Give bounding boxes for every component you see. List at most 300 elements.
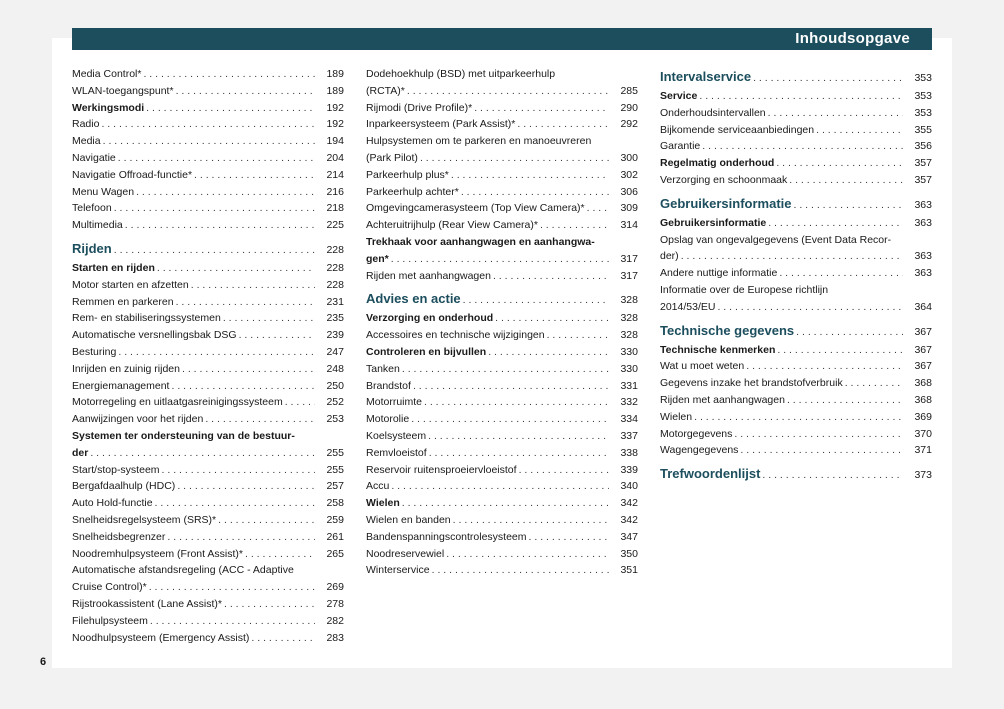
toc-entry[interactable]: [366, 394, 638, 411]
toc-entry-title: Parkeerhulp achter*: [366, 185, 459, 198]
toc-page-number: 218: [326, 202, 344, 215]
toc-dot-leader: [768, 105, 903, 122]
toc-entry-title: Accessoires en technische wijzigingen: [366, 329, 545, 342]
toc-column-1: [72, 66, 344, 646]
toc-entry-title: Brandstof: [366, 379, 411, 392]
toc-page-number: 363: [914, 250, 932, 263]
toc-entry[interactable]: [366, 133, 638, 150]
toc-entry-title: Besturing: [72, 345, 117, 358]
toc-entry-title: Rijmodi (Drive Profile)*: [366, 101, 473, 114]
toc-dot-leader: [391, 478, 609, 495]
toc-entry[interactable]: [72, 200, 344, 217]
toc-page-number: 340: [620, 480, 638, 493]
toc-page-number: 231: [326, 295, 344, 308]
toc-entry[interactable]: [660, 426, 932, 443]
toc-section-heading[interactable]: [660, 193, 932, 215]
toc-page-number: 332: [620, 396, 638, 409]
toc-entry[interactable]: [72, 217, 344, 234]
toc-entry-title: Menu Wagen: [72, 185, 135, 198]
toc-page-number: 258: [326, 497, 344, 510]
toc-page-number: 255: [326, 446, 344, 459]
toc-entry-title: Noodreservewiel: [366, 547, 445, 560]
toc-dot-leader: [143, 66, 315, 83]
toc-entry-title: Motor starten en afzetten: [72, 278, 189, 291]
toc-dot-leader: [816, 122, 903, 139]
toc-entry-title: Informatie over de Europese richtlijn: [660, 283, 829, 296]
toc-column-3: [660, 66, 932, 485]
toc-entry[interactable]: [366, 66, 638, 83]
toc-entry-title: Radio: [72, 118, 100, 131]
toc-entry-title: Remmen en parkeren: [72, 295, 174, 308]
toc-entry[interactable]: [72, 562, 344, 579]
toc-chapter-entry[interactable]: [72, 445, 344, 462]
toc-entry-title: Intervalservice: [660, 69, 752, 84]
toc-entry[interactable]: [366, 512, 638, 529]
toc-dot-leader: [740, 442, 903, 459]
toc-dot-leader: [734, 426, 903, 443]
toc-entry-title: Motorgegevens: [660, 427, 733, 440]
toc-entry-title: Achteruitrijhulp (Rear View Camera)*: [366, 219, 538, 232]
toc-entry[interactable]: [366, 361, 638, 378]
toc-dot-leader: [177, 478, 315, 495]
toc-entry[interactable]: [72, 344, 344, 361]
toc-entry-title: Rijden met aanhangwagen: [660, 393, 785, 406]
toc-page-number: 367: [914, 343, 932, 356]
toc-entry-title: Wielen en banden: [366, 513, 451, 526]
toc-entry-title: Bergafdaalhulp (HDC): [72, 480, 176, 493]
toc-entry-title: Reservoir ruitensproeiervloeistof: [366, 463, 517, 476]
toc-entry-title: Wielen: [660, 410, 693, 423]
toc-entry[interactable]: [72, 411, 344, 428]
toc-dot-leader: [136, 184, 315, 201]
toc-page-number: 338: [620, 446, 638, 459]
toc-entry-title: Filehulpsysteem: [72, 614, 148, 627]
toc-dot-leader: [768, 215, 903, 232]
toc-entry-title: Werkingsmodi: [72, 101, 145, 114]
toc-entry[interactable]: [72, 133, 344, 150]
toc-entry[interactable]: [72, 394, 344, 411]
toc-dot-leader: [529, 529, 609, 546]
toc-entry[interactable]: [366, 116, 638, 133]
toc-entry-title: Auto Hold-functie: [72, 497, 153, 510]
toc-dot-leader: [167, 529, 315, 546]
toc-entry[interactable]: [660, 265, 932, 282]
toc-page-number: 371: [914, 444, 932, 457]
toc-page-number: 253: [326, 413, 344, 426]
toc-page-number: 192: [326, 101, 344, 114]
toc-page-number: 247: [326, 345, 344, 358]
toc-entry-title: Technische kenmerken: [660, 343, 776, 356]
toc-dot-leader: [787, 392, 903, 409]
toc-dot-leader: [474, 100, 609, 117]
toc-dot-leader: [428, 428, 609, 445]
toc-page-number: 192: [326, 118, 344, 131]
toc-page-number: 189: [326, 84, 344, 97]
toc-page-number: 314: [620, 219, 638, 232]
toc-entry[interactable]: [72, 83, 344, 100]
toc-entry[interactable]: [72, 310, 344, 327]
toc-entry-title: Verzorging en onderhoud: [366, 312, 494, 325]
toc-entry[interactable]: [72, 277, 344, 294]
toc-page-number: 363: [914, 267, 932, 280]
toc-entry-title: Gegevens inzake het brandstofverbruik: [660, 377, 843, 390]
toc-page-number: 339: [620, 463, 638, 476]
toc-dot-leader: [411, 411, 609, 428]
toc-page-number: 216: [326, 185, 344, 198]
toc-page-number: 370: [914, 427, 932, 440]
toc-entry-title: Inparkeersysteem (Park Assist)*: [366, 118, 516, 131]
toc-entry[interactable]: [660, 172, 932, 189]
toc-dot-leader: [587, 200, 609, 217]
toc-entry[interactable]: [660, 248, 932, 265]
toc-section-heading[interactable]: [72, 238, 344, 260]
toc-chapter-entry[interactable]: [366, 495, 638, 512]
toc-page-number: 373: [914, 469, 932, 482]
toc-chapter-entry[interactable]: [366, 234, 638, 251]
toc-section-heading[interactable]: [366, 288, 638, 310]
toc-entry[interactable]: [366, 184, 638, 201]
toc-entry-title: Rem- en stabiliseringssystemen: [72, 312, 221, 325]
toc-entry-title: Winterservice: [366, 564, 430, 577]
toc-entry-title: Wat u moet weten: [660, 360, 745, 373]
toc-chapter-entry[interactable]: [366, 344, 638, 361]
toc-dot-leader: [519, 462, 609, 479]
toc-entry-title: Onderhoudsintervallen: [660, 106, 766, 119]
toc-chapter-entry[interactable]: [72, 428, 344, 445]
toc-dot-leader: [547, 327, 609, 344]
toc-page-number: 257: [326, 480, 344, 493]
toc-page-number: 300: [620, 151, 638, 164]
toc-entry-title: Starten en rijden: [72, 261, 155, 274]
toc-chapter-entry[interactable]: [366, 310, 638, 327]
toc-entry-title: Parkeerhulp plus*: [366, 168, 449, 181]
toc-entry[interactable]: [366, 378, 638, 395]
toc-page-number: 317: [620, 252, 638, 265]
toc-page-number: 353: [914, 72, 932, 84]
toc-page-number: 292: [620, 118, 638, 131]
toc-dot-leader: [125, 217, 315, 234]
toc-dot-leader: [251, 630, 315, 647]
toc-dot-leader: [779, 265, 903, 282]
toc-page-number: 355: [914, 123, 932, 136]
toc-dot-leader: [194, 167, 315, 184]
toc-dot-leader: [451, 167, 609, 184]
toc-page-number: 189: [326, 68, 344, 80]
toc-page-number: 265: [326, 547, 344, 560]
toc-page-number: 255: [326, 463, 344, 476]
toc-entry-title: Wielen: [366, 497, 400, 510]
toc-page-number: 317: [620, 269, 638, 282]
toc-dot-leader: [285, 394, 315, 411]
toc-dot-leader: [776, 155, 903, 172]
toc-page-number: 283: [326, 631, 344, 644]
toc-entry-title: Trefwoordenlijst: [660, 466, 761, 482]
toc-dot-leader: [149, 579, 315, 596]
toc-dot-leader: [218, 512, 315, 529]
toc-entry[interactable]: [366, 529, 638, 546]
toc-dot-leader: [694, 409, 903, 426]
toc-dot-leader: [402, 495, 609, 512]
toc-dot-leader: [182, 361, 315, 378]
toc-entry[interactable]: [660, 282, 932, 299]
toc-entry-title: Noodremhulpsysteem (Front Assist)*: [72, 547, 243, 560]
toc-section-heading[interactable]: [660, 463, 932, 485]
toc-page-number: 248: [326, 362, 344, 375]
toc-page-number: 328: [620, 294, 638, 307]
toc-entry-title: Tanken: [366, 362, 400, 375]
toc-entry-title: Motorolie: [366, 413, 410, 426]
toc-section-heading[interactable]: [660, 66, 932, 88]
toc-entry-title: Opslag van ongevalgegevens (Event Data Recor-: [660, 233, 892, 246]
toc-entry-title: Navigatie: [72, 151, 116, 164]
toc-page-number: 309: [620, 202, 638, 215]
toc-entry[interactable]: [72, 596, 344, 613]
toc-entry-title: Rijstrookassistent (Lane Assist)*: [72, 597, 222, 610]
toc-dot-leader: [118, 344, 315, 361]
toc-dot-leader: [796, 320, 903, 343]
toc-entry[interactable]: [660, 442, 932, 459]
toc-entry[interactable]: [366, 83, 638, 100]
toc-entry[interactable]: [366, 200, 638, 217]
toc-dot-leader: [453, 512, 609, 529]
toc-page-number: 342: [620, 513, 638, 526]
toc-entry-title: Dodehoekhulp (BSD) met uitparkeerhulp: [366, 68, 556, 80]
toc-page-number: 194: [326, 135, 344, 148]
toc-page-number: 351: [620, 564, 638, 577]
toc-page-number: 367: [914, 325, 932, 338]
toc-dot-leader: [699, 88, 903, 105]
toc-entry-title: Trekhaak voor aanhangwagen en aanhangwa-: [366, 235, 595, 248]
toc-dot-leader: [402, 361, 609, 378]
toc-dot-leader: [191, 277, 315, 294]
toc-entry[interactable]: [366, 462, 638, 479]
toc-chapter-entry[interactable]: [72, 100, 344, 117]
toc-entry[interactable]: [366, 327, 638, 344]
toc-entry[interactable]: [660, 138, 932, 155]
toc-entry-title: Inrijden en zuinig rijden: [72, 362, 180, 375]
toc-entry[interactable]: [72, 294, 344, 311]
toc-dot-leader: [150, 613, 315, 630]
toc-page-number: 342: [620, 497, 638, 510]
toc-entry[interactable]: [366, 562, 638, 579]
toc-entry[interactable]: [660, 105, 932, 122]
toc-entry-title: Wagengegevens: [660, 444, 739, 457]
toc-entry[interactable]: [660, 392, 932, 409]
toc-page-number: 278: [326, 597, 344, 610]
page-number: 6: [40, 656, 47, 668]
toc-dot-leader: [171, 378, 315, 395]
toc-dot-leader: [245, 546, 315, 563]
toc-dot-leader: [205, 411, 315, 428]
toc-entry-title: Multimedia: [72, 219, 123, 232]
toc-entry-title: Hulpsystemen om te parkeren en manoeuvreren: [366, 135, 592, 148]
toc-entry-title: Motorregeling en uitlaatgasreinigingssysteem: [72, 396, 283, 409]
toc-chapter-entry[interactable]: [72, 260, 344, 277]
toc-chapter-entry[interactable]: [660, 215, 932, 232]
toc-dot-leader: [461, 184, 609, 201]
toc-dot-leader: [517, 116, 609, 133]
toc-entry-title: Andere nuttige informatie: [660, 267, 778, 280]
toc-page-number: 225: [326, 219, 344, 232]
toc-entry[interactable]: [366, 268, 638, 285]
toc-page-number: 328: [620, 312, 638, 325]
toc-entry[interactable]: [366, 217, 638, 234]
toc-entry-title: 2014/53/EU: [660, 300, 716, 313]
toc-chapter-entry[interactable]: [660, 155, 932, 172]
toc-dot-leader: [753, 66, 903, 89]
toc-section-heading[interactable]: [660, 320, 932, 342]
toc-entry[interactable]: [660, 375, 932, 392]
toc-page-number: 367: [914, 360, 932, 373]
header-bar: [72, 28, 932, 50]
toc-entry-title: Bandenspanningscontrolesysteem: [366, 530, 527, 543]
toc-chapter-entry[interactable]: [366, 251, 638, 268]
toc-page-number: 239: [326, 329, 344, 342]
toc-page-number: 350: [620, 547, 638, 560]
toc-dot-leader: [681, 248, 903, 265]
toc-entry[interactable]: [366, 167, 638, 184]
toc-dot-leader: [777, 342, 903, 359]
toc-entry-title: (RCTA)*: [366, 84, 405, 97]
toc-entry[interactable]: [72, 462, 344, 479]
toc-entry[interactable]: [72, 66, 344, 83]
toc-entry[interactable]: [72, 529, 344, 546]
toc-dot-leader: [114, 238, 315, 261]
toc-entry-title: Regelmatig onderhoud: [660, 157, 775, 170]
toc-page-number: 228: [326, 243, 344, 256]
toc-entry-title: Snelheidsbegrenzer: [72, 530, 166, 543]
toc-entry-title: Controleren en bijvullen: [366, 345, 487, 358]
toc-entry-title: Snelheidsregelsysteem (SRS)*: [72, 513, 217, 526]
toc-entry-title: Noodhulpsysteem (Emergency Assist): [72, 631, 250, 644]
toc-entry-title: Bijkomende serviceaanbiedingen: [660, 123, 815, 136]
toc-page-number: 331: [620, 379, 638, 392]
toc-page-number: 261: [326, 530, 344, 543]
toc-entry-title: Gebruikersinformatie: [660, 216, 767, 229]
toc-entry[interactable]: [72, 512, 344, 529]
toc-entry[interactable]: [72, 327, 344, 344]
toc-entry[interactable]: [72, 378, 344, 395]
toc-dot-leader: [162, 462, 315, 479]
toc-dot-leader: [845, 375, 903, 392]
toc-entry-title: (Park Pilot): [366, 151, 418, 164]
toc-entry[interactable]: [72, 184, 344, 201]
toc-page-number: 290: [620, 101, 638, 114]
toc-entry[interactable]: [72, 167, 344, 184]
page-title: Inhoudsopgave: [795, 30, 910, 47]
toc-dot-leader: [789, 172, 903, 189]
toc-entry[interactable]: [72, 361, 344, 378]
toc-page-number: 259: [326, 513, 344, 526]
toc-entry[interactable]: [660, 358, 932, 375]
toc-dot-leader: [157, 260, 315, 277]
toc-page-number: 302: [620, 168, 638, 181]
toc-entry[interactable]: [366, 445, 638, 462]
toc-entry[interactable]: [366, 150, 638, 167]
toc-entry[interactable]: [72, 116, 344, 133]
toc-chapter-entry[interactable]: [660, 342, 932, 359]
toc-page-number: 328: [620, 329, 638, 342]
toc-dot-leader: [155, 495, 315, 512]
toc-entry[interactable]: [366, 546, 638, 563]
toc-dot-leader: [794, 193, 904, 216]
toc-dot-leader: [118, 150, 315, 167]
toc-entry-title: Accu: [366, 480, 390, 493]
toc-page-number: 357: [914, 173, 932, 186]
toc-dot-leader: [463, 288, 609, 311]
toc-page-number: 228: [326, 261, 344, 274]
toc-entry-title: Koelsysteem: [366, 429, 427, 442]
toc-entry-title: der: [72, 446, 89, 459]
toc-dot-leader: [391, 251, 609, 268]
toc-page-number: 334: [620, 413, 638, 426]
toc-entry-title: Telefoon: [72, 202, 112, 215]
toc-page-number: 369: [914, 410, 932, 423]
toc-dot-leader: [702, 138, 903, 155]
toc-entry-title: Remvloeistof: [366, 446, 427, 459]
toc-entry[interactable]: [366, 478, 638, 495]
toc-page-number: 353: [914, 106, 932, 119]
toc-dot-leader: [493, 268, 609, 285]
toc-entry[interactable]: [72, 613, 344, 630]
toc-entry[interactable]: [366, 411, 638, 428]
toc-dot-leader: [407, 83, 609, 100]
toc-entry-title: Gebruikersinformatie: [660, 195, 792, 211]
toc-page-number: 330: [620, 362, 638, 375]
toc-page-number: 285: [620, 84, 638, 97]
toc-dot-leader: [432, 562, 609, 579]
toc-entry[interactable]: [72, 150, 344, 167]
toc-page-number: 368: [914, 393, 932, 406]
toc-dot-leader: [413, 378, 609, 395]
toc-page-number: 269: [326, 581, 344, 594]
toc-entry[interactable]: [660, 122, 932, 139]
toc-entry[interactable]: [72, 478, 344, 495]
toc-dot-leader: [223, 310, 315, 327]
toc-entry[interactable]: [72, 630, 344, 647]
toc-entry[interactable]: [72, 495, 344, 512]
toc-entry-title: Systemen ter ondersteuning van de bestuur-: [72, 429, 295, 442]
toc-entry[interactable]: [660, 409, 932, 426]
toc-entry-title: Automatische afstandsregeling (ACC - Adaptive: [72, 564, 294, 577]
toc-page-number: 337: [620, 429, 638, 442]
toc-dot-leader: [176, 83, 315, 100]
toc-dot-leader: [101, 116, 315, 133]
toc-dot-leader: [176, 294, 315, 311]
toc-dot-leader: [540, 217, 609, 234]
toc-page-number: 363: [914, 216, 932, 229]
toc-entry-title: Rijden: [72, 240, 112, 256]
toc-entry-title: Cruise Control)*: [72, 581, 147, 594]
toc-page-number: 204: [326, 151, 344, 164]
toc-entry-title: der): [660, 250, 679, 263]
toc-page-number: 252: [326, 396, 344, 409]
toc-page-number: 228: [326, 278, 344, 291]
toc-page-number: 356: [914, 140, 932, 153]
toc-entry[interactable]: [660, 299, 932, 316]
toc-entry[interactable]: [72, 546, 344, 563]
toc-entry-title: Automatische versnellingsbak DSG: [72, 329, 237, 342]
toc-entry-title: Motorruimte: [366, 396, 423, 409]
toc-entry[interactable]: [366, 100, 638, 117]
toc-page-number: 347: [620, 530, 638, 543]
toc-entry-title: Media Control*: [72, 68, 142, 80]
toc-chapter-entry[interactable]: [660, 88, 932, 105]
toc-entry[interactable]: [366, 428, 638, 445]
toc-entry-title: Media: [72, 135, 101, 148]
toc-entry[interactable]: [72, 579, 344, 596]
toc-entry[interactable]: [660, 232, 932, 249]
